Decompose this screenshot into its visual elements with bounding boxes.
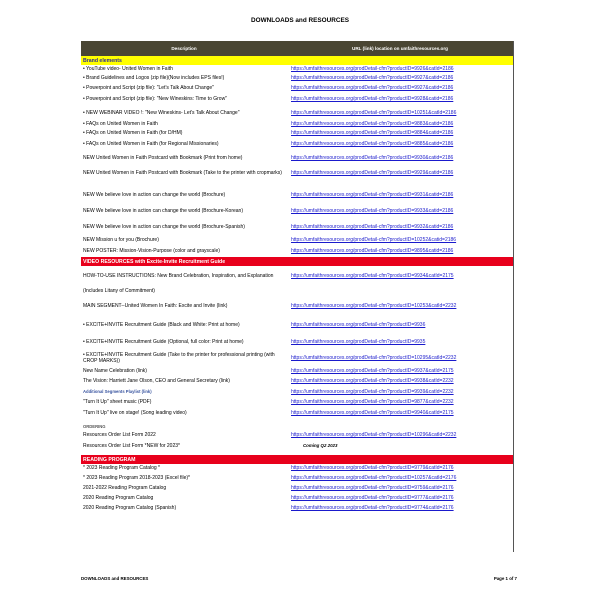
table-row (81, 335, 513, 349)
resource-link[interactable]: https://umfaithresources.org/prodDetail-cfm?productID=9931&catid=2186 (291, 191, 454, 198)
resource-link[interactable]: https://umfaithresources.org/prodDetail-cfm?productID=9759&catId=2176 (291, 485, 454, 492)
resource-link[interactable]: https://umfaithresources.org/prodDetail-cfm?productID=9926&catId=2186 (291, 65, 454, 72)
table-row (81, 245, 513, 257)
resource-description: "Turn It Up" live on stage! (Song leading video) (83, 409, 187, 416)
resource-link[interactable]: https://umfaithresources.org/prodDetail-cfm?productID=10251&catId=2186 (291, 110, 457, 117)
resource-link[interactable]: https://umfaithresources.org/prodDetail-cfm?productID=9935 (291, 338, 426, 345)
resource-description: NEW Mission u for you (Brochure) (83, 236, 159, 243)
resource-link[interactable]: https://umfaithresources.org/prodDetail-cfm?productID=9939&catId=2232 (291, 388, 454, 395)
url-cell (287, 355, 513, 361)
resource-description: HOW-TO-USE INSTRUCTIONS: New Brand Celebration, Inspiration, and Explanation (83, 272, 274, 279)
table-row (81, 367, 513, 376)
resource-description: Resources Order List Form 2022 (83, 431, 156, 438)
table-row (81, 235, 513, 245)
table-row (81, 316, 513, 335)
table-row (81, 440, 513, 452)
resource-link[interactable]: https://umfaithresources.org/prodDetail-cfm?productID=9777&catId=2176 (291, 495, 454, 502)
table-row (81, 503, 513, 514)
resource-description: • EXCITE+INVITE Recruitment Guide (Take to the printer for professional printing (with CROP MARKS)) (83, 351, 275, 364)
url-cell (287, 495, 513, 501)
table-row (81, 73, 513, 83)
resource-link[interactable]: https://umfaithresources.org/prodDetail-cfm?productID=9940&catId=2175 (291, 409, 454, 416)
resource-description: • FAQs on United Women in Faith (for Regional Missionaries) (83, 140, 219, 147)
resource-link[interactable]: https://umfaithresources.org/prodDetail-cfm?productID=9774&catId=2176 (291, 505, 454, 512)
resource-description: ORDERING (83, 423, 106, 429)
resource-link[interactable]: https://umfaithresources.org/prodDetail-cfm?productID=10253&catId=2232 (291, 303, 457, 310)
table-row (81, 349, 513, 367)
url-cell (287, 224, 513, 230)
url-column-header: URL (link) location on umfaithresources.org (352, 46, 448, 51)
resource-link[interactable]: https://umfaithresources.org/prodDetail-cfm?productID=10257&catId=2176 (291, 474, 457, 481)
table-row (81, 494, 513, 503)
table-row (81, 203, 513, 219)
resource-description: 2021-2022 Reading Program Catalog (83, 485, 167, 492)
url-cell (287, 339, 513, 345)
table-row (81, 376, 513, 387)
url-cell (287, 322, 513, 328)
url-cell (287, 96, 513, 102)
url-cell (287, 208, 513, 214)
url-cell (287, 485, 513, 491)
resource-description: NEW We believe love in action can change the world (Brochure) (83, 191, 226, 198)
resource-description: The Vision: Harriett Jane Olson, CEO and General Secretary (link) (83, 378, 230, 385)
url-cell (287, 432, 513, 438)
table-row (81, 119, 513, 129)
resource-link[interactable]: https://umfaithresources.org/prodDetail-cfm?productID=9933&catid=2186 (291, 207, 454, 214)
url-cell (287, 155, 513, 161)
table-row (81, 407, 513, 419)
resource-description: * 2023 Reading Program 2018-2023 (Excel file)* (83, 474, 191, 481)
url-cell (287, 368, 513, 374)
page-number: Page 1 of 7 (493, 576, 517, 581)
resource-description: • EXCITE+INVITE Recruitment Guide (Black and White: Print at home) (83, 322, 240, 329)
url-cell (287, 505, 513, 511)
url-cell (287, 192, 513, 198)
footer-title: DOWNLOADS and RESOURCES (81, 576, 149, 581)
table-row (81, 138, 513, 150)
resource-link[interactable]: https://umfaithresources.org/prodDetail-cfm?productID=9779&catId=2176 (291, 465, 454, 472)
resource-link[interactable]: https://umfaithresources.org/prodDetail-cfm?productID=9930&catid=2186 (291, 154, 454, 161)
table-row (81, 430, 513, 440)
resource-description: NEW We believe love in action can change the world (Brochure-Korean) (83, 207, 243, 214)
url-cell (287, 399, 513, 405)
table-row (81, 163, 513, 184)
table-row (81, 108, 513, 119)
table-row (81, 387, 513, 397)
resource-description: NEW United Women in Faith Postcard with Bookmark (Take to the printer with cropmarks) (83, 170, 282, 177)
resource-description: New Name Celebration (link) (83, 368, 147, 375)
table-header (81, 41, 513, 56)
url-cell (287, 248, 513, 254)
table-row (81, 93, 513, 105)
coming-soon-note: Coming Q2 2023 (303, 442, 338, 448)
url-cell (287, 110, 513, 116)
url-cell (287, 410, 513, 416)
url-cell (287, 121, 513, 127)
resource-description: 2020 Reading Program Catalog (Spanish) (83, 505, 177, 512)
resource-description: • Brand Guidelines and Logos (zip file)(Now includes EPS files!) (83, 74, 225, 81)
category-header: Brand elements (81, 56, 513, 65)
resource-description: • NEW WEBINAR VIDEO !: "New Wineskins- Let's Talk About Change" (83, 110, 240, 117)
url-cell (287, 475, 513, 481)
resource-link[interactable]: https://umfaithresources.org/prodDetail-cfm?productID=9934&catId=2175 (291, 272, 454, 279)
resource-link[interactable]: https://umfaithresources.org/prodDetail-cfm?productID=9928&catid=2186 (291, 95, 454, 102)
resource-description: MAIN SEGMENT--United Women In Faith: Excite and Invite (link) (83, 303, 228, 310)
table-row (81, 83, 513, 93)
resource-description: • YouTube video- United Women in Faith (83, 65, 173, 72)
url-cell (287, 75, 513, 81)
description-column-header: Description (171, 46, 197, 51)
url-cell (287, 170, 513, 176)
resource-link[interactable]: https://umfaithresources.org/prodDetail-cfm?productID=9885&catid=2186 (291, 140, 454, 147)
url-cell (287, 85, 513, 91)
resource-description: Additional Segments Playlist (link) (83, 389, 152, 395)
resource-link[interactable]: https://umfaithresources.org/prodDetail-cfm?productID=10295&catId=2232 (291, 354, 457, 361)
category-header: VIDEO RESOURCES with Excite-Invite Recruitment Guide (81, 257, 513, 266)
resource-description: • Powerpoint and Script (zip file): "Let's Talk About Change" (83, 84, 214, 91)
resource-link[interactable]: https://umfaithresources.org/prodDetail-cfm?productID=10252&catid=2186 (291, 236, 457, 243)
url-cell (287, 237, 513, 243)
table-body (81, 56, 513, 514)
resource-link[interactable]: https://umfaithresources.org/prodDetail-cfm?productID=9895&catid=2186 (291, 247, 454, 254)
table-row (81, 464, 513, 473)
resource-description: NEW POSTER: Mission-Vision-Purpose (color and grayscale) (83, 247, 220, 254)
url-cell (287, 303, 513, 309)
table-row (81, 473, 513, 483)
resource-link[interactable]: https://umfaithresources.org/prodDetail-cfm?productID=9883&catid=2186 (291, 120, 454, 127)
resources-table (81, 41, 514, 552)
resource-description: 2020 Reading Program Catalog (83, 495, 154, 502)
resource-link[interactable]: https://umfaithresources.org/prodDetail-cfm?productID=10296&catId=2232 (291, 431, 457, 438)
table-row (81, 153, 513, 163)
resource-link[interactable]: https://umfaithresources.org/prodDetail-cfm?productID=9937&catId=2175 (291, 368, 454, 375)
resource-link[interactable]: https://umfaithresources.org/prodDetail-cfm?productID=9927&catid=2186 (291, 84, 454, 91)
url-cell (287, 443, 513, 449)
url-cell (287, 130, 513, 136)
table-row (81, 286, 513, 296)
resource-description: NEW United Women in Faith Postcard with Bookmark (Print from home) (83, 154, 243, 161)
resource-link[interactable]: https://umfaithresources.org/prodDetail-cfm?productID=9938&catId=2232 (291, 378, 454, 385)
resource-description: • Powerpoint and Script (zip file): "New Wineskins: Time to Grow" (83, 95, 227, 102)
resource-link[interactable]: https://umfaithresources.org/prodDetail-cfm?productID=9884&catid=2186 (291, 130, 454, 137)
table-row (81, 301, 513, 312)
table-row (81, 129, 513, 138)
resource-link[interactable]: https://umfaithresources.org/prodDetail-cfm?productID=9877&catId=2232 (291, 398, 454, 405)
url-cell (287, 378, 513, 384)
page-title: DOWNLOADS and RESOURCES (251, 17, 349, 24)
url-cell (287, 141, 513, 147)
resource-description: • FAQs on United Women in Faith (for D/HM) (83, 130, 183, 137)
table-row (81, 483, 513, 494)
resource-link[interactable]: https://umfaithresources.org/prodDetail-cfm?productID=9936 (291, 322, 426, 329)
url-cell (287, 465, 513, 471)
table-row (81, 423, 513, 430)
resource-link[interactable]: https://umfaithresources.org/prodDetail-cfm?productID=9927&catid=2186 (291, 74, 454, 81)
resource-description: • EXCITE+INVITE Recruitment Guide (Optional, full color: Print at home) (83, 338, 244, 345)
resource-link[interactable]: https://umfaithresources.org/prodDetail-cfm?productID=9929&catid=2186 (291, 170, 454, 177)
table-row (81, 397, 513, 407)
table-row (81, 187, 513, 203)
url-cell (287, 273, 513, 279)
resource-description: NEW We believe love in action can change the world (Brochure-Spanish) (83, 223, 245, 230)
table-row (81, 219, 513, 235)
resource-description: "Turn It Up" sheet music (PDF) (83, 398, 152, 405)
resource-description: (Includes Litany of Commitment) (83, 287, 155, 294)
resource-description: Resources Order List Form *NEW for 2023* (83, 442, 180, 449)
url-cell (287, 389, 513, 395)
resource-link[interactable]: https://umfaithresources.org/prodDetail-cfm?productID=9932&catid=2186 (291, 223, 454, 230)
resource-description: • FAQs on United Women in Faith (83, 120, 158, 127)
url-cell (287, 66, 513, 72)
category-header: READING PROGRAM (81, 455, 513, 464)
resource-description: * 2023 Reading Program Catalog * (83, 465, 160, 472)
table-row (81, 65, 513, 73)
table-row (81, 266, 513, 286)
